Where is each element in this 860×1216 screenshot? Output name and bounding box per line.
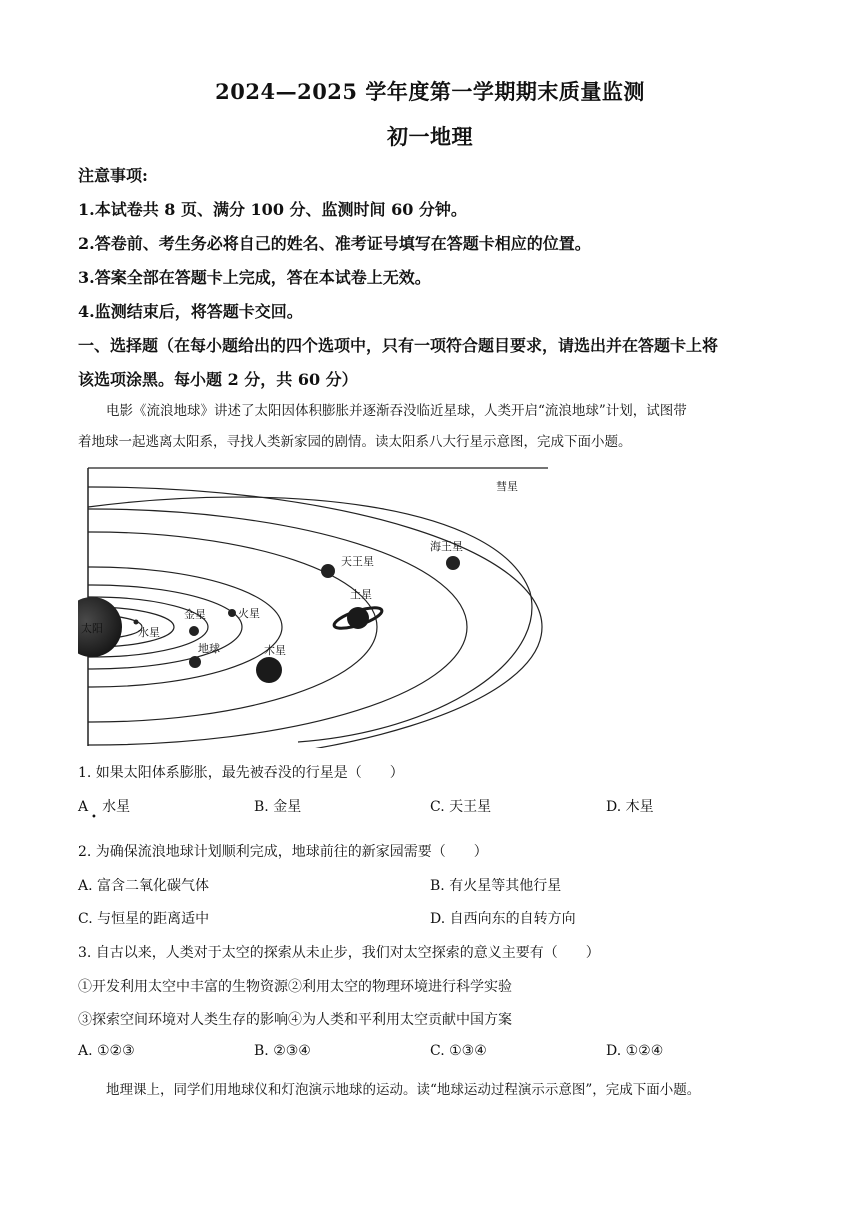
question-3-statement-1: ①开发利用太空中丰富的生物资源②利用太空的物理环境进行科学实验 — [78, 979, 512, 995]
notice-item: 4.监测结束后，将答题卡交回。 — [78, 302, 303, 321]
question-3-option-c: C. ①③④ — [430, 1043, 487, 1059]
venus-label: 金星 — [184, 608, 206, 621]
exam-title: 2024—2025 学年度第一学期期末质量监测 — [215, 79, 645, 104]
subject-title: 初一地理 — [387, 124, 473, 149]
intro-line-1: 电影《流浪地球》讲述了太阳因体积膨胀并逐渐吞没临近星球，人类开启“流浪地球”计划，试图带 — [106, 403, 687, 419]
question-1-option-a: A 水星 — [78, 799, 131, 815]
question-3-option-a: A. ①②③ — [78, 1043, 135, 1059]
mars-label: 火星 — [238, 607, 260, 620]
question-1-option-d: D. 木星 — [606, 799, 654, 815]
mars-icon — [228, 609, 236, 617]
earth-label: 地球 — [198, 642, 220, 655]
intro-paragraph — [78, 396, 778, 458]
question-2-option-b: B. 有火星等其他行星 — [430, 878, 562, 894]
solar-system-figure — [78, 462, 550, 748]
mercury-icon — [134, 620, 139, 625]
neptune-icon — [446, 556, 460, 570]
notice-item: 2.答卷前、考生务必将自己的姓名、准考证号填写在答题卡相应的位置。 — [78, 234, 591, 253]
jupiter-label: 木星 — [264, 644, 286, 657]
question-2-option-c: C. 与恒星的距离适中 — [78, 911, 210, 927]
jupiter-icon — [256, 657, 282, 683]
sun-label: 太阳 — [81, 622, 103, 635]
question-1-option-c: C. 天王星 — [430, 799, 492, 815]
question-3-statement-2: ③探索空间环境对人类生存的影响④为人类和平利用太空贡献中国方案 — [78, 1012, 512, 1028]
option-dot: • — [91, 812, 97, 823]
question-3-option-b: B. ②③④ — [254, 1043, 311, 1059]
notice-heading: 注意事项: — [78, 166, 148, 185]
uranus-label: 天王星 — [341, 555, 374, 568]
mercury-label: 水星 — [138, 626, 160, 639]
section-heading-line-1: 一、选择题（在每小题给出的四个选项中，只有一项符合题目要求，请选出并在答题卡上将 — [78, 336, 719, 355]
question-3-stem: 3. 自古以来，人类对于太空的探索从未止步，我们对太空探索的意义主要有（ ） — [78, 945, 600, 961]
section-heading-line-2: 该选项涂黑。每小题 2 分，共 60 分） — [78, 370, 358, 389]
question-1-stem: 1. 如果太阳体系膨胀，最先被吞没的行星是（ ） — [78, 765, 404, 781]
uranus-icon — [321, 564, 335, 578]
question-2-option-d: D. 自西向东的自转方向 — [430, 911, 576, 927]
notice-item: 1.本试卷共 8 页、满分 100 分、监测时间 60 分钟。 — [78, 200, 467, 219]
comet-label: 彗星 — [496, 480, 518, 493]
notice-item: 3.答案全部在答题卡上完成，答在本试卷上无效。 — [78, 268, 431, 287]
earth-icon — [189, 656, 201, 668]
question-2-option-a: A. 富含二氧化碳气体 — [78, 878, 210, 894]
question-3-option-d: D. ①②④ — [606, 1043, 664, 1059]
intro-paragraph-2: 地理课上，同学们用地球仪和灯泡演示地球的运动。读“地球运动过程演示示意图”，完成下面小题。 — [106, 1082, 701, 1098]
question-1-option-b: B. 金星 — [254, 799, 302, 815]
intro-line-2: 着地球一起逃离太阳系，寻找人类新家园的剧情。读太阳系八大行星示意图，完成下面小题。 — [78, 434, 632, 450]
venus-icon — [189, 626, 199, 636]
neptune-label: 海王星 — [430, 540, 463, 553]
saturn-label: 土星 — [350, 588, 372, 601]
question-2-stem: 2. 为确保流浪地球计划顺利完成，地球前往的新家园需要（ ） — [78, 844, 488, 860]
